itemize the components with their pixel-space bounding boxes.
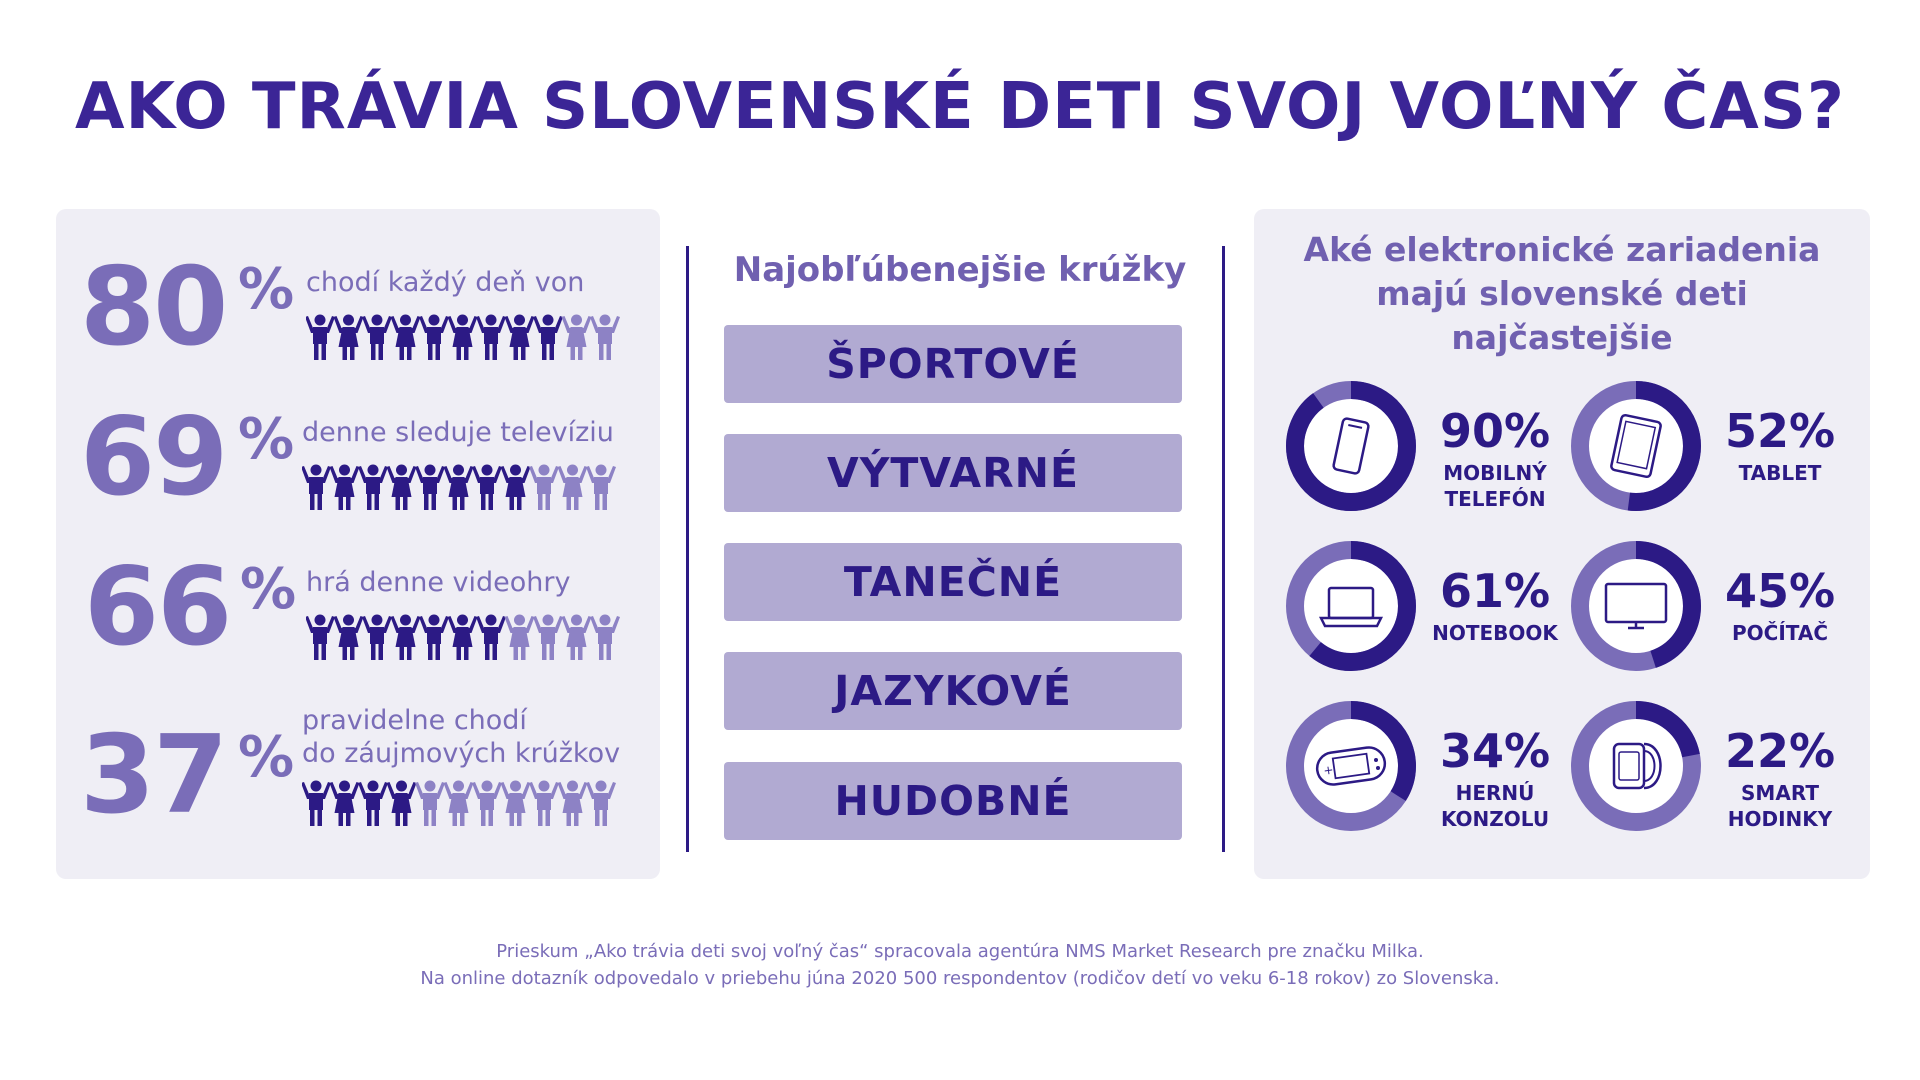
boy-icon (529, 465, 559, 511)
device-stat (1570, 540, 1860, 680)
divider-right (1222, 246, 1225, 852)
device-stat (1570, 380, 1860, 520)
stat-outdoor (56, 245, 660, 394)
girl-icon (387, 465, 417, 511)
boy-icon (419, 315, 449, 361)
girl-icon (334, 615, 364, 661)
device-percent: 22% (1724, 724, 1836, 778)
stat-label: denne sleduje televíziu (302, 417, 614, 448)
device-label: HODINKY (1727, 807, 1833, 831)
device-stat (1285, 380, 1575, 520)
activities-panel (56, 209, 660, 879)
boy-icon (533, 615, 563, 661)
boy-icon (415, 781, 445, 827)
donut-chart (1570, 380, 1702, 512)
girl-icon (448, 315, 478, 361)
devices-title-line3: najčastejšie (1451, 318, 1673, 357)
girl-icon (501, 781, 531, 827)
devices-title-line1: Aké elektronické zariadenia (1303, 230, 1821, 269)
girl-icon (387, 781, 417, 827)
girl-icon (505, 615, 535, 661)
boy-icon (586, 465, 616, 511)
stat-percent-sign: % (240, 557, 297, 622)
device-stat (1285, 700, 1575, 840)
device-stat (1570, 700, 1860, 840)
club-box: TANEČNÉ (724, 543, 1182, 621)
boy-icon (533, 315, 563, 361)
stat-label-line2: do záujmových krúžkov (302, 738, 621, 769)
boy-icon (476, 615, 506, 661)
device-label: TELEFÓN (1444, 487, 1546, 511)
device-percent: 61% (1439, 564, 1551, 618)
device-stat (1285, 540, 1575, 680)
girl-icon (448, 615, 478, 661)
donut-chart (1285, 540, 1417, 672)
club-box: ŠPORTOVÉ (724, 325, 1182, 403)
girl-icon (334, 315, 364, 361)
device-label: TABLET (1738, 461, 1822, 485)
donut-chart (1570, 540, 1702, 672)
stat-value: 37 (80, 713, 227, 838)
device-percent: 90% (1439, 404, 1551, 458)
divider-left (686, 246, 689, 852)
girl-icon (558, 465, 588, 511)
club-box: HUDOBNÉ (724, 762, 1182, 840)
boy-icon (590, 615, 620, 661)
stat-percent-sign: % (238, 407, 295, 472)
device-label: KONZOLU (1440, 807, 1550, 831)
club-box: VÝTVARNÉ (724, 434, 1182, 512)
footnote-line1: Prieskum „Ako trávia deti svoj voľný čas“ spracovala agentúra NMS Market Research pre značku Milka. (496, 941, 1424, 962)
girl-icon (391, 615, 421, 661)
boy-icon (529, 781, 559, 827)
girl-icon (558, 781, 588, 827)
devices-title-line2: majú slovenské deti (1376, 274, 1748, 313)
boy-icon (476, 315, 506, 361)
boy-icon (586, 781, 616, 827)
stat-value: 69 (80, 395, 227, 520)
donut-chart (1285, 700, 1417, 832)
stat-percent-sign: % (238, 725, 295, 790)
girl-icon (444, 781, 474, 827)
boy-icon (362, 615, 392, 661)
boy-icon (358, 781, 388, 827)
boy-icon (302, 465, 331, 511)
girl-icon (444, 465, 474, 511)
boy-icon (419, 615, 449, 661)
device-label: POČÍTAČ (1731, 621, 1829, 645)
girl-icon (562, 615, 592, 661)
stat-tv (56, 395, 660, 544)
donut-chart (1570, 700, 1702, 832)
stat-value: 80 (80, 245, 227, 370)
children-icons (302, 464, 632, 514)
girl-icon (505, 315, 535, 361)
girl-icon (330, 781, 360, 827)
device-label: SMART (1741, 781, 1819, 805)
girl-icon (562, 315, 592, 361)
boy-icon (415, 465, 445, 511)
stat-percent-sign: % (238, 257, 295, 322)
device-label: NOTEBOOK (1432, 621, 1558, 645)
girl-icon (391, 315, 421, 361)
stat-clubs (56, 704, 660, 844)
boy-icon (358, 465, 388, 511)
stat-videogames (56, 545, 660, 694)
footnote (0, 938, 1920, 992)
device-percent: 52% (1724, 404, 1836, 458)
stat-label: chodí každý deň von (306, 267, 585, 298)
girl-icon (330, 465, 360, 511)
stat-label-line1: pravidelne chodí (302, 705, 527, 736)
children-icons (302, 780, 632, 830)
boy-icon (362, 315, 392, 361)
boy-icon (302, 781, 331, 827)
children-icons (306, 314, 636, 364)
device-label: MOBILNÝ (1443, 461, 1547, 485)
svg-text:+: + (1322, 762, 1335, 778)
stat-label: hrá denne videohry (306, 567, 571, 598)
stat-value: 66 (84, 545, 231, 670)
boy-icon (306, 315, 335, 361)
device-percent: 34% (1439, 724, 1551, 778)
boy-icon (306, 615, 335, 661)
footnote-line2: Na online dotazník odpovedalo v priebehu júna 2020 500 respondentov (rodičov detí vo veku 6-18 rokov) zo Slovenska. (420, 968, 1500, 989)
children-icons (306, 614, 636, 664)
clubs-title: Najobľúbenejšie krúžky (733, 250, 1187, 290)
boy-icon (472, 781, 502, 827)
club-box: JAZYKOVÉ (724, 652, 1182, 730)
devices-title (1254, 228, 1870, 360)
boy-icon (590, 315, 620, 361)
page-title: AKO TRÁVIA SLOVENSKÉ DETI SVOJ VOĽNÝ ČAS? (74, 70, 1846, 144)
device-percent: 45% (1724, 564, 1836, 618)
device-label: HERNÚ (1455, 781, 1535, 805)
girl-icon (501, 465, 531, 511)
boy-icon (472, 465, 502, 511)
donut-chart (1285, 380, 1417, 512)
